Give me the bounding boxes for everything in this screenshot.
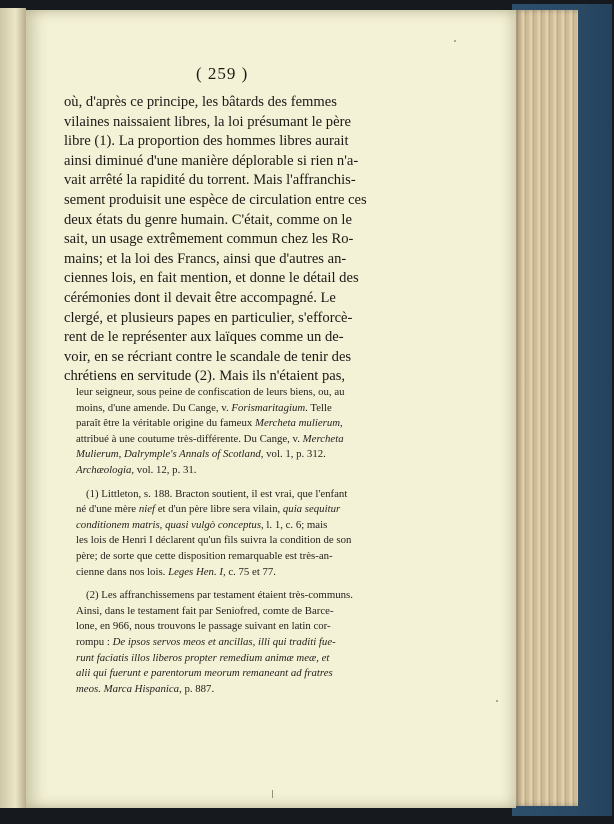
footnote-italic-text: alii qui fuerunt e parentorum meorum remaneant ad fratres — [76, 667, 333, 680]
footnote-line — [76, 463, 388, 479]
footnote-text: . Telle — [305, 401, 332, 414]
footnote — [76, 385, 388, 479]
footnote-line — [76, 487, 388, 503]
footnote-italic-text: De ipsos servos meos et ancillas, illi qui traditi fue- — [112, 635, 336, 648]
footnote-italic-text: quia sequitur — [282, 503, 341, 516]
page-edges — [514, 10, 578, 806]
paper-speck — [272, 790, 273, 798]
footnote-line — [76, 565, 388, 581]
paper-speck — [454, 40, 456, 42]
footnote-text: cienne dans nos lois. — [76, 565, 169, 578]
body-line: sement produisit une espèce de circulation entre ces — [64, 191, 367, 208]
footnote-line — [76, 588, 388, 604]
footnote-text: Ainsi, dans le testament fait par Seniofred, comte de Barce- — [76, 604, 334, 617]
footnote-line — [76, 651, 388, 667]
footnote-line — [76, 682, 388, 698]
body-line: ciennes lois, en fait mention, et donne le détail des — [64, 270, 359, 287]
footnote-text: paraît être la véritable origine du fameux — [76, 417, 255, 430]
footnote-line — [76, 518, 388, 534]
body-line: libre (1). La proportion des hommes libres aurait — [64, 133, 349, 150]
footnote-line — [76, 604, 388, 620]
footnote-text: attribué à une coutume très-différente. Du Cange, v. — [76, 432, 303, 445]
footnote-italic-text: runt faciatis illos liberos propter remedium animæ meæ, et — [76, 651, 330, 664]
footnote-italic-text: nief — [138, 503, 156, 516]
body-line: chrétiens en servitude (2). Mais ils n'étaient pas, — [64, 368, 346, 385]
body-line: ainsi diminué d'une manière déplorable si rien n'a- — [64, 152, 359, 169]
footnote-text: , p. 887. — [179, 682, 215, 695]
footnote-italic-text: Leges Hen. I — [168, 565, 223, 578]
body-line: deux états du genre humain. C'était, comme on le — [64, 211, 352, 228]
footnote-line — [76, 416, 388, 432]
footnote-italic-text: Mercheta mulierum — [254, 417, 341, 430]
footnote-line — [76, 447, 388, 463]
left-page-edge — [0, 8, 26, 808]
footnotes — [76, 385, 388, 705]
paper-speck — [496, 700, 498, 702]
footnote-text: (1) Littleton, s. 188. Bracton soutient, il est vrai, que l'enfant — [86, 487, 348, 500]
footnote-line — [76, 502, 388, 518]
footnote-line — [76, 385, 388, 401]
footnote-line — [76, 432, 388, 448]
footnote-text: , vol. 1, p. 312. — [260, 448, 326, 461]
footnote-text: leur seigneur, sous peine de confiscation de leurs biens, ou, au — [76, 386, 345, 398]
footnote-line — [76, 401, 388, 417]
footnote-line — [76, 533, 388, 549]
footnote-text: lone, en 966, nous trouvons le passage suivant en latin cor- — [76, 620, 331, 633]
main-text — [64, 93, 386, 387]
body-line: mains; et la loi des Francs, ainsi que d'autres an- — [64, 250, 347, 267]
footnote-text: , — [340, 417, 343, 430]
footnote-text: les lois de Henri I déclarent qu'un fils suivra la condition de son — [76, 534, 352, 547]
footnote-text: moins, d'une amende. Du Cange, v. — [76, 401, 232, 414]
footnote — [76, 487, 388, 581]
footnote — [76, 588, 388, 697]
body-line: vilaines naissaient libres, la loi présumant le père — [64, 113, 351, 130]
body-line: sait, un usage extrêmement commun chez les Ro- — [64, 231, 354, 248]
footnote-italic-text: meos. Marca Hispanica — [76, 682, 180, 695]
body-line: cérémonies dont il devait être accompagné. Le — [64, 289, 336, 306]
footnote-text: , c. 75 et 77. — [222, 565, 277, 578]
body-line: clergé, et plusieurs papes en particulier, s'efforcè- — [64, 309, 353, 326]
footnote-text: , vol. 12, p. 31. — [131, 463, 197, 476]
footnote-text: (2) Les affranchissemens par testament étaient très-communs. — [86, 589, 353, 602]
body-line: vait arrêté la rapidité du torrent. Mais l'affranchis- — [64, 172, 356, 189]
footnote-italic-text: Forismaritagium — [231, 401, 306, 414]
body-line: voir, en se récriant contre le scandale de tenir des — [64, 348, 352, 365]
body-line: rent de le représenter aux laïques comme un de- — [64, 329, 344, 346]
footnote-text: né d'une mère — [76, 503, 139, 516]
footnote-text: , l. 1, c. 6; mais — [261, 518, 328, 531]
footnote-italic-text: conditionem matris, quasi vulgò conceptus — [76, 518, 262, 531]
footnote-text: père; de sorte que cette disposition remarquable est très-an- — [76, 549, 333, 562]
footnote-text: et d'un père libre sera vilain, — [155, 503, 283, 516]
footnote-italic-text: Mulierum, Dalrymple's Annals of Scotland — [76, 448, 261, 461]
footnote-italic-text: Archæologia — [76, 463, 132, 476]
footnote-italic-text: Mercheta — [302, 432, 344, 445]
footnote-line — [76, 635, 388, 651]
footnote-line — [76, 619, 388, 635]
body-line: où, d'après ce principe, les bâtards des femmes — [64, 94, 337, 110]
footnote-text: rompu : — [76, 635, 113, 648]
footnote-line — [76, 666, 388, 682]
page-number: ( 259 ) — [196, 64, 249, 83]
footnote-line — [76, 549, 388, 565]
